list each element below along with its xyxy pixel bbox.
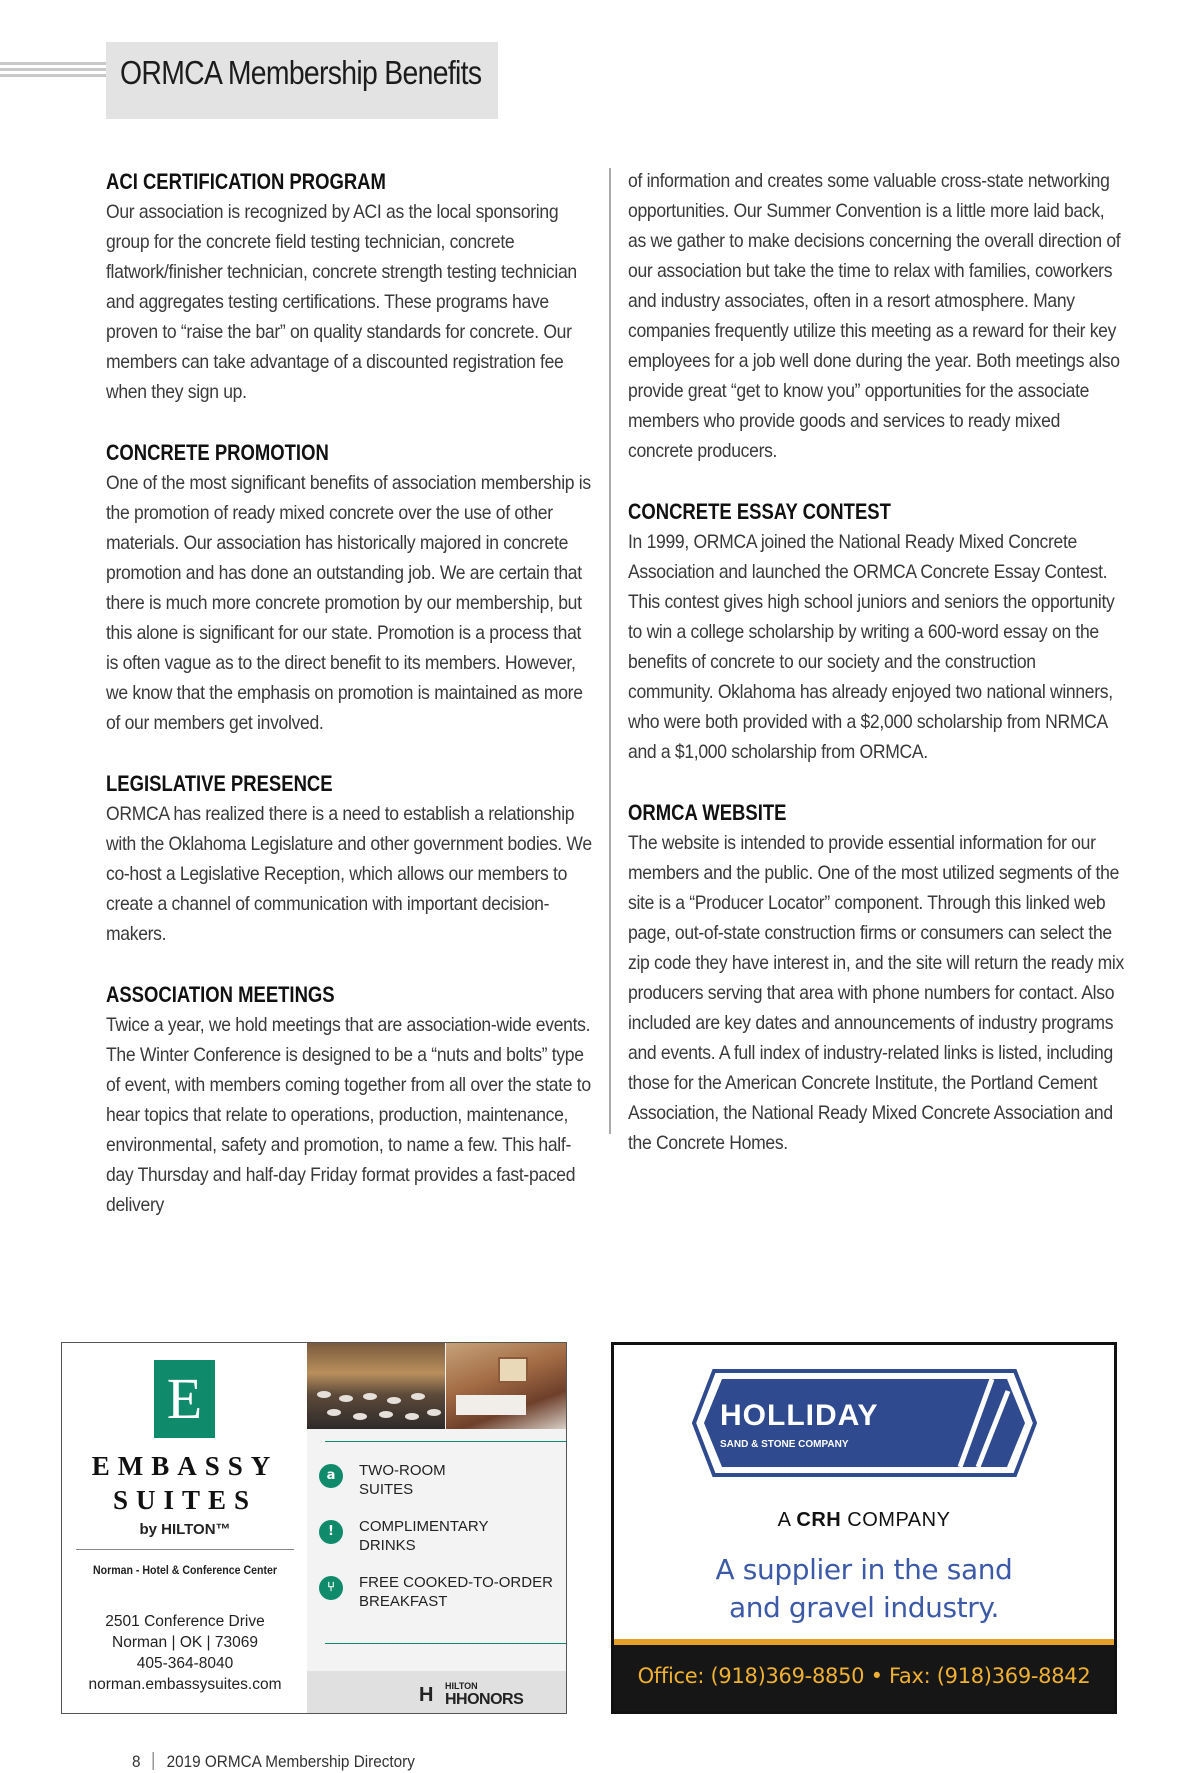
embassy-feature-panel [307, 1343, 567, 1713]
feature-line: DRINKS [359, 1537, 416, 1554]
feature-free-breakfast [319, 1573, 559, 1617]
hhonors-icon: H [419, 1684, 434, 1706]
hhonors-big-text: HHONORS [445, 1691, 524, 1708]
hhonors-logo [307, 1671, 567, 1713]
embassy-logo-icon: E [154, 1360, 215, 1438]
section-body: In 1999, ORMCA joined the National Ready Mixed Concrete Association and launched the ORMCA Concrete Essay Contest. This contest gives high school juniors and seniors the opportunity to win a college scholarship by writing a 600-word essay on the benefits of concrete to our society and the construction community. Oklahoma has already enjoyed two national winners, who were both provided with a $2,000 scholarship from NRMCA and a $1,000 scholarship from ORMCA. [628, 531, 1115, 763]
section-body: One of the most significant benefits of association membership is the promotion of ready mixed concrete over the use of other materials. Our association has historically majored in concrete promotion and has done an outstanding job. We are certain that there is much more concrete promotion by our membership, but this alone is significant for our state. Promotion is a process that is often vague as to the direct benefit to its members. However, we know that the emphasis on promotion is maintained as more of our members get involved. [106, 472, 591, 734]
embassy-location: Norman - Hotel & Conference Center [92, 1565, 277, 1577]
embassy-name-line2: SUITES [112, 1485, 258, 1515]
page-footer [132, 1752, 415, 1772]
right-column [628, 166, 1126, 1188]
left-column [106, 166, 596, 1250]
crh-prefix: A [777, 1509, 791, 1531]
page-title: ORMCA Membership Benefits [120, 54, 482, 91]
header-decor-lines [0, 62, 108, 84]
holliday-contact: Office: (918)369-8850 • Fax: (918)369-8842 [637, 1664, 1091, 1688]
crh-company-line [614, 1509, 1114, 1532]
suite-room-photo [446, 1343, 567, 1429]
section-body: of information and creates some valuable cross-state networking opportunities. Our Summer Convention is a little more laid back, as we gather to make decisions concerning the overall direction of our association but take the time to relax with families, coworkers and industry associates, often in a resort atmosphere. Many companies frequently utilize this meeting as a reward for their key employees for a job well done during the year. Both meetings also provide great “get to know you” opportunities for the associate members who provide goods and services to ready mixed concrete producers. [628, 170, 1121, 462]
column-divider [609, 168, 611, 1134]
section-heading: ORMCA WEBSITE [628, 800, 787, 825]
section-body: The website is intended to provide essential information for our members and the public. One of the most utilized segments of the site is a “Producer Locator” component. Through this linked web page, out-of-state construction firms or consumers can select the zip code they have interest in, and the site will return the ready mix producers serving that area with phone numbers for contact. Also included are key dates and announcements of industry programs and events. A full index of industry-related links is listed, including those for the American Concrete Institute, the Portland Cement Association, the National Ready Mixed Concrete Association and the Concrete Homes. [628, 832, 1124, 1154]
section-body: Twice a year, we hold meetings that are association-wide events. The Winter Conference is designed to be a “nuts and bolts” type of event, with members coming together from all over the state to hear topics that relate to operations, production, maintenance, environmental, safety and promotion, to name a few. This half-day Thursday and half-day Friday format provides a fast-paced delivery [106, 1014, 591, 1216]
embassy-suites-ad[interactable] [61, 1342, 567, 1714]
feature-line: FREE COOKED-TO-ORDER [359, 1574, 553, 1591]
tagline-line1: A supplier in the sand [715, 1553, 1013, 1586]
section-association-meetings [106, 979, 596, 1220]
suite-icon: a [319, 1464, 343, 1488]
embassy-address-line2: Norman | OK | 73069 [112, 1634, 258, 1651]
feature-divider [325, 1441, 567, 1442]
section-heading: CONCRETE PROMOTION [106, 440, 329, 465]
feature-two-room-suites [319, 1461, 559, 1505]
holliday-logo [692, 1367, 1037, 1479]
embassy-website-link[interactable]: norman.embassysuites.com [88, 1676, 282, 1693]
section-body: ORMCA has realized there is a need to establish a relationship with the Oklahoma Legislature and other government bodies. We co-host a Legislative Reception, which allows our members to create a channel of communication with important decision-makers. [106, 803, 592, 945]
embassy-address-line1: 2501 Conference Drive [105, 1613, 265, 1630]
section-aci-certification [106, 166, 596, 407]
holliday-sand-stone-ad[interactable] [611, 1342, 1117, 1714]
embassy-address [62, 1611, 308, 1695]
footer-separator [153, 1752, 154, 1770]
tagline-line2: and gravel industry. [728, 1591, 1000, 1624]
section-heading: CONCRETE ESSAY CONTEST [628, 499, 891, 524]
feature-line: COMPLIMENTARY [359, 1518, 489, 1535]
feature-line: SUITES [359, 1481, 414, 1498]
section-legislative-presence [106, 768, 596, 949]
section-meetings-continued [628, 166, 1126, 466]
holliday-brand-text: HOLLIDAY [720, 1399, 879, 1432]
section-heading: LEGISLATIVE PRESENCE [106, 771, 333, 796]
page-number: 8 [132, 1752, 141, 1771]
section-essay-contest [628, 496, 1126, 767]
drink-icon: ! [319, 1520, 343, 1544]
feature-line: TWO-ROOM [359, 1462, 446, 1479]
holliday-tagline [614, 1551, 1114, 1627]
embassy-divider [76, 1549, 294, 1550]
section-body: Our association is recognized by ACI as the local sponsoring group for the concrete field testing technician, concrete flatwork/finisher technician, concrete strength testing technician and aggregates testing certifications. These programs have proven to “raise the bar” on quality standards for concrete. Our members can take advantage of a discounted registration fee when they sign up. [106, 201, 577, 403]
feature-line: BREAKFAST [359, 1593, 448, 1610]
embassy-info-panel [62, 1343, 308, 1713]
crh-bold: CRH [796, 1509, 842, 1531]
crh-suffix: COMPANY [847, 1509, 951, 1531]
holliday-sub-text: SAND & STONE COMPANY [720, 1439, 849, 1450]
publication-title: 2019 ORMCA Membership Directory [166, 1752, 415, 1771]
ballroom-photo [307, 1343, 445, 1429]
section-concrete-promotion [106, 437, 596, 738]
fork-knife-icon: ⑂ [319, 1576, 343, 1600]
feature-divider [325, 1643, 567, 1644]
feature-complimentary-drinks [319, 1517, 559, 1561]
hhonors-small-text: HILTON [445, 1681, 478, 1691]
embassy-by-hilton: by HILTON™ [139, 1521, 231, 1538]
section-ormca-website [628, 797, 1126, 1158]
section-heading: ACI CERTIFICATION PROGRAM [106, 169, 386, 194]
section-heading: ASSOCIATION MEETINGS [106, 982, 335, 1007]
embassy-name-line1: EMBASSY [91, 1451, 279, 1481]
embassy-phone: 405-364-8040 [136, 1655, 234, 1672]
